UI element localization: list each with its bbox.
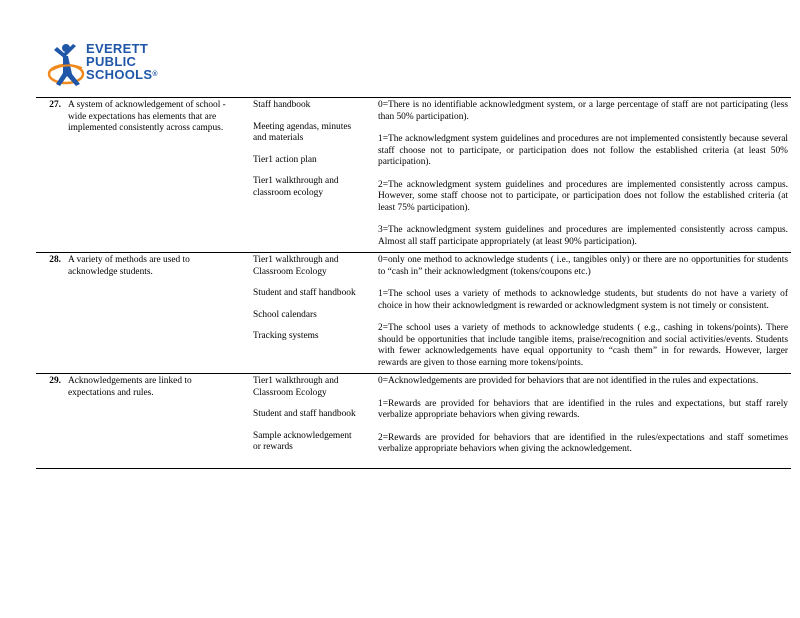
data-sources-cell xyxy=(239,374,362,469)
data-source: School calendars xyxy=(253,309,317,320)
logo-line-3: SCHOOLS xyxy=(86,67,153,82)
score-level-2: 2=Rewards are provided for behaviors that are identified in the rules/expectations and staff sometimes verbalize appropriate behaviors when giving the acknowledgement. xyxy=(378,432,788,454)
item-number: 28. xyxy=(49,255,61,265)
data-source: Student and staff handbook xyxy=(253,409,356,419)
data-source: Tier1 action plan xyxy=(253,154,317,165)
item-number: 29. xyxy=(49,376,61,386)
data-source: Tier1 walkthrough and Classroom Ecology xyxy=(253,376,339,398)
data-source: Meeting agendas, minutes and materials xyxy=(253,121,352,143)
table-row xyxy=(36,253,791,374)
score-level-2: 2=The school uses a variety of methods to acknowledge students ( e.g., cashing in tokens/points). There should be opportunities that include tangible items, praise/recognition and social activities/events. Students with fewer acknowledgements have equal opportunity to “cash them” in for rewards. However, larger rewards are given to those earning more tokens/points. xyxy=(378,323,788,368)
data-source: Tracking systems xyxy=(253,331,319,341)
score-level-1: 1=The school uses a variety of methods to acknowledge students, but students do not have a variety of choice in how their acknowledgment is rewarded or acknowledgment system is not timely or consistent. xyxy=(378,289,788,311)
score-level-0: 0=only one method to acknowledge students ( i.e., tangibles only) or there are no opportunities for students to “cash in” their acknowledgment (tokens/coupons etc.) xyxy=(378,255,788,277)
data-sources-cell xyxy=(239,98,362,253)
score-level-3: 3=The acknowledgment system guidelines and procedures are implemented consistently across campus. Almost all staff participate appropriately (at least 90% participation). xyxy=(378,225,788,247)
data-sources-cell xyxy=(239,253,362,374)
data-source: Tier1 walkthrough and classroom ecology xyxy=(253,176,339,198)
registered-mark: ® xyxy=(152,71,158,78)
score-level-2: 2=The acknowledgment system guidelines and procedures are implemented consistently across campus. However, some staff choose not to participate, or participation does not follow the established criteria (at least 75% participation). xyxy=(378,179,788,213)
everett-public-schools-logo xyxy=(46,40,186,94)
data-source: Tier1 walkthrough and Classroom Ecology xyxy=(253,255,339,277)
indicator-text: A variety of methods are used to acknowledge students. xyxy=(68,255,190,277)
scoring-levels-cell xyxy=(362,98,791,253)
acknowledgement-rubric-table xyxy=(36,97,791,469)
item-number: 27. xyxy=(49,100,61,110)
scoring-levels-cell xyxy=(362,374,791,469)
data-source: Staff handbook xyxy=(253,100,311,110)
score-level-0: 0=There is no identifiable acknowledgment system, or a large percentage of staff are not participating (less than 50% participation). xyxy=(378,100,788,122)
scoring-levels-cell xyxy=(362,253,791,374)
data-source: Sample acknowledgement or rewards xyxy=(253,430,352,452)
data-source: Student and staff handbook xyxy=(253,288,356,298)
indicator-text: Acknowledgements are linked to expectations and rules. xyxy=(68,376,192,398)
logo-line-2: PUBLIC xyxy=(86,54,137,69)
indicator-text: A system of acknowledgement of school - wide expectations has elements that are implemented consistently across campus. xyxy=(68,100,226,133)
table-row xyxy=(36,374,791,469)
table-row xyxy=(36,98,791,253)
score-level-1: 1=Rewards are provided for behaviors that are identified in the rules and expectations, but staff rarely verbalize appropriate behaviors when giving rewards. xyxy=(378,398,788,420)
logo-line-1: EVERETT xyxy=(86,41,149,56)
score-level-1: 1=The acknowledgment system guidelines and procedures are not implemented consistently because several staff choose not to participate, or participation does not follow the established criteria (at least 50% participation). xyxy=(378,134,788,167)
runner-figure-icon xyxy=(46,40,90,94)
score-level-0: 0=Acknowledgements are provided for behaviors that are not identified in the rules and expectations. xyxy=(378,376,759,386)
